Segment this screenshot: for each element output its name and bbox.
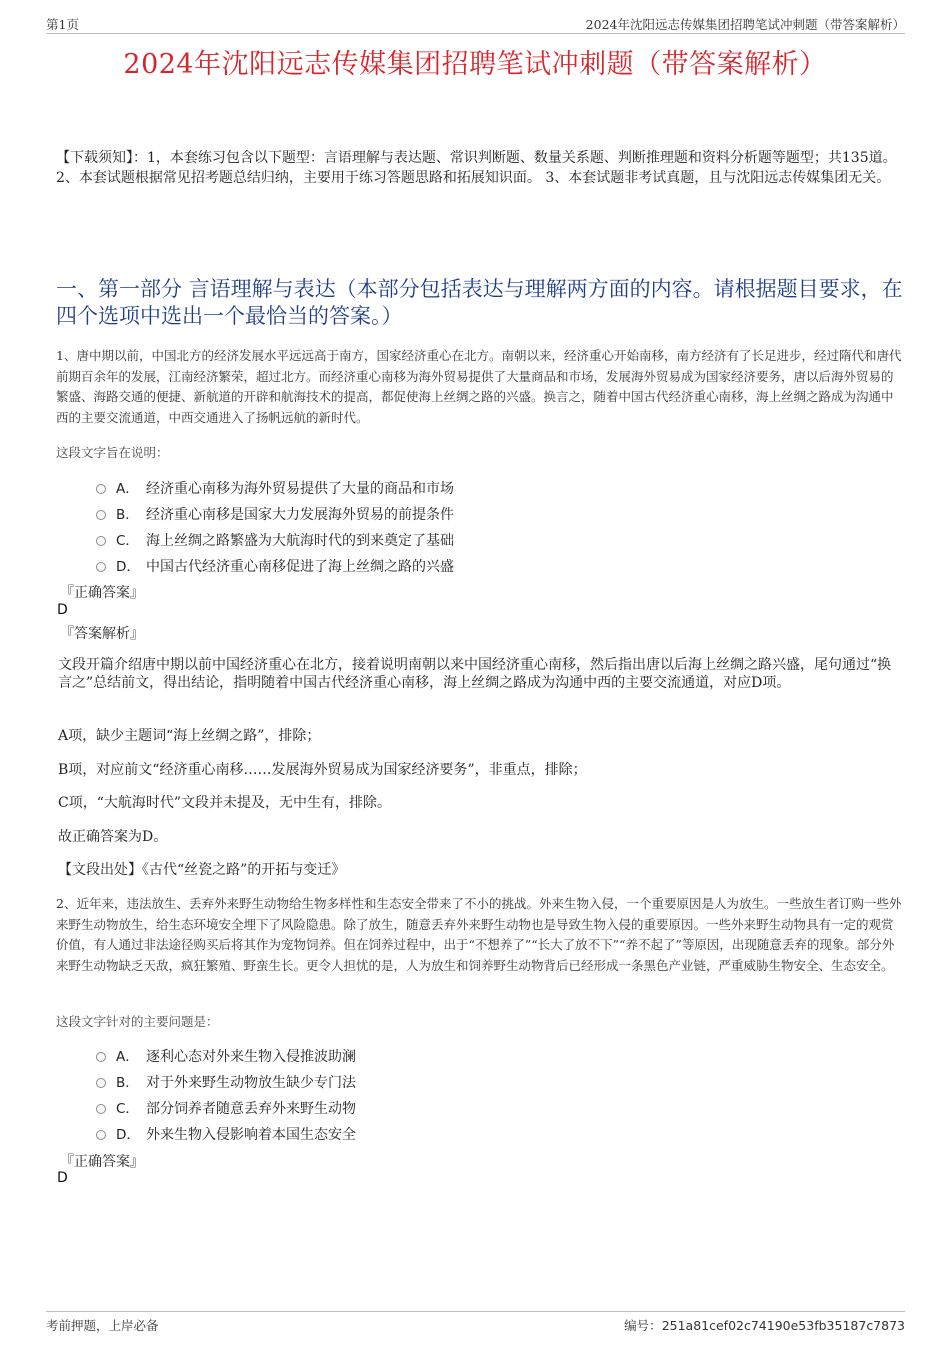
- question-2-option-b[interactable]: B． 对于外来野生动物放生缺少专门法: [96, 1071, 356, 1092]
- question-2-prompt: 这段文字针对的主要问题是：: [56, 1014, 219, 1029]
- radio-icon[interactable]: [96, 1130, 106, 1140]
- question-1-analysis-conclusion: 故正确答案为D。: [58, 829, 168, 845]
- question-1-option-b[interactable]: B． 经济重心南移是国家大力发展海外贸易的前提条件: [96, 503, 454, 524]
- footer-code-value: 251a81cef02c74190e53fb35187c7873: [661, 1318, 905, 1333]
- radio-icon[interactable]: [96, 1078, 106, 1088]
- question-1-option-c[interactable]: C． 海上丝绸之路繁盛为大航海时代的到来奠定了基础: [96, 529, 454, 550]
- question-1-option-a[interactable]: A． 经济重心南移为海外贸易提供了大量的商品和市场: [96, 477, 454, 498]
- radio-icon[interactable]: [96, 1104, 106, 1114]
- question-1-answer: D: [57, 602, 68, 618]
- page-number: 第1页: [46, 17, 79, 32]
- footer-code: [624, 1316, 905, 1334]
- question-2-option-a[interactable]: A． 逐利心态对外来生物入侵推波助澜: [96, 1045, 356, 1066]
- page-header: [46, 13, 905, 34]
- question-1-stem: 1、唐中期以前，中国北方的经济发展水平远远高于南方，国家经济重心在北方。南朝以来，经济重心开始南移，南方经济有了长足进步，经过隋代和唐代前期百余年的发展，江南经济繁荣，超过北方。而经济重心南移为海外贸易提供了大量商品和市场，发展海外贸易成为国家经济要务，唐以后海外贸易的繁盛、海路交通的便捷、新航道的开辟和航海技术的提高，都促使海上丝绸之路的兴盛。换言之，随着中国古代经济重心南移，海上丝绸之路成为沟通中西的主要交流通道，中西交通进入了扬帆远航的新时代。: [56, 348, 902, 425]
- question-1-option-d[interactable]: D． 中国古代经济重心南移促进了海上丝绸之路的兴盛: [96, 555, 454, 576]
- question-2-answer: D: [57, 1170, 68, 1186]
- question-1-prompt: 这段文字旨在说明：: [56, 445, 169, 460]
- question-1-analysis-c: C项，“大航海时代”文段并未提及，无中生有，排除。: [58, 795, 392, 811]
- radio-icon[interactable]: [96, 1052, 106, 1062]
- question-2-option-c[interactable]: C． 部分饲养者随意丢弃外来野生动物: [96, 1097, 356, 1118]
- question-1-analysis-a: A项，缺少主题词“海上丝绸之路”，排除；: [58, 728, 321, 744]
- question-1-analysis-body: 文段开篇介绍唐中期以前中国经济重心在北方，接着说明南朝以来中国经济重心南移，然后指出唐以后海上丝绸之路兴盛，尾句通过“换言之”总结前文，得出结论，指明随着中国古代经济重心南移，海上丝绸之路成为沟通中西的主要交流通道，对应D项。: [58, 657, 892, 691]
- question-1-answer-label: 『正确答案』: [60, 585, 144, 601]
- header-doc-title: 2024年沈阳远志传媒集团招聘笔试冲刺题（带答案解析）: [585, 17, 905, 32]
- radio-icon[interactable]: [96, 536, 106, 546]
- question-2-answer-label: 『正确答案』: [60, 1154, 144, 1170]
- radio-icon[interactable]: [96, 484, 106, 494]
- section-title: 一、第一部分 言语理解与表达（本部分包括表达与理解两方面的内容。请根据题目要求，在四个选项中选出一个最恰当的答案。）: [56, 277, 903, 328]
- question-1-analysis-b: B项，对应前文“经济重心南移……发展海外贸易成为国家经济要务”，非重点，排除；: [58, 762, 587, 778]
- page-footer: [46, 1311, 905, 1333]
- document-title: 2024年沈阳远志传媒集团招聘笔试冲刺题（带答案解析）: [123, 49, 827, 80]
- footer-code-label: 编号：: [624, 1318, 662, 1333]
- radio-icon[interactable]: [96, 510, 106, 520]
- question-2-stem: 2、近年来，违法放生、丢弃外来野生动物给生物多样性和生态安全带来了不小的挑战。外来生物入侵，一个重要原因是人为放生。一些放生者订购一些外来野生动物放生，给生态环境安全埋下了风险隐患。除了放生，随意丢弃外来野生动物也是导致生物入侵的重要原因。一些外来野生动物具有一定的观赏价值，有人通过非法途径购买后将其作为宠物饲养。但在饲养过程中，出于“不想养了”“长大了放不下”“养不起了”等原因，出现随意丢弃的现象。部分外来野生动物缺乏天敌，疯狂繁殖、野蛮生长。更令人担忧的是，人为放生和饲养野生动物背后已经形成一条黑色产业链，严重威胁生物安全、生态安全。: [56, 896, 902, 973]
- download-notice: 【下载须知】：1，本套练习包含以下题型：言语理解与表达题、常识判断题、数量关系题、判断推理题和资料分析题等题型；共135道。 2、本套试题根据常见招考题总结归纳，主要用于练习答题思路和拓展知识面。 3、本套试题非考试真题，且与沈阳远志传媒集团无关。: [56, 150, 897, 186]
- question-1-analysis-label: 『答案解析』: [60, 626, 144, 642]
- question-1-source: 【文段出处】《古代“丝瓷之路”的开拓与变迁》: [58, 862, 346, 878]
- radio-icon[interactable]: [96, 562, 106, 572]
- footer-slogan: 考前押题，上岸必备: [46, 1318, 159, 1333]
- question-2-option-d[interactable]: D． 外来生物入侵影响着本国生态安全: [96, 1123, 356, 1144]
